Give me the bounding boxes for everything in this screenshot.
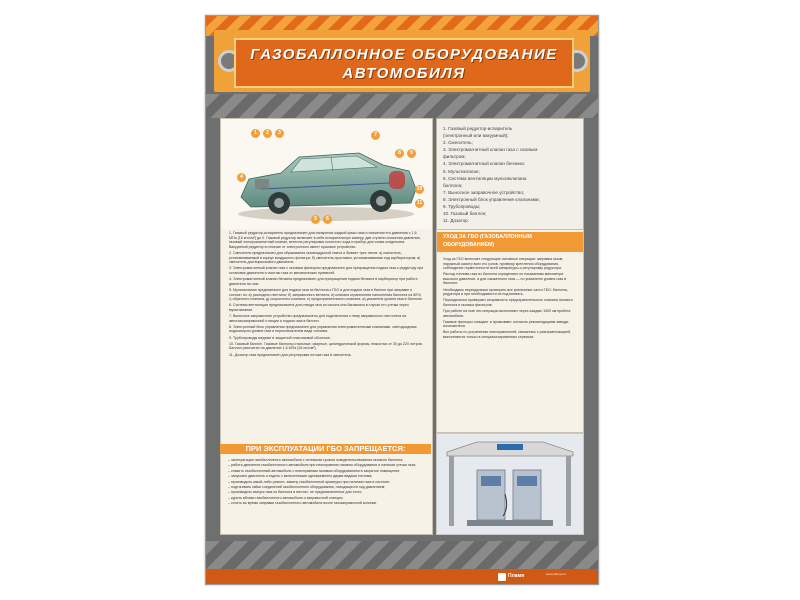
legend-item: 6. Система вентиляции мультиклапана xyxy=(443,175,527,181)
description-paragraph: 6. Система вентиляции предназначена для отвода газа из салона или багажника в случае его утечки через мультиклапан. xyxy=(229,303,409,312)
description-paragraph: 9. Трубопроводы медные в защитной пластиковой оболочке. xyxy=(229,335,331,340)
callout-7: 7 xyxy=(371,131,380,140)
description-paragraph: 1. Газовый редуктор-испаритель предназначен для испарения жидкой фазы газа и снижения его давления с 1,6 МПа (16 кгс/см²) до 0. Газовый редуктор включает в себя испарительную камеру, две ступени снижения давления, газовый электромагнитный клапан, вентиль регулировки холостого хода и прибор для слива конденсата. Вакуумный редуктор в отличие от электронного имеет пусковое устройство. xyxy=(229,231,421,249)
legend-item: (электронный или вакуумный); xyxy=(443,133,509,139)
legend-item: 11. Дозатор. xyxy=(443,218,469,224)
divider-stripes xyxy=(206,94,598,118)
callout-3: 3 xyxy=(275,129,284,138)
title-box xyxy=(234,38,574,88)
maintenance-paragraph: При работе на газе эти операции выполняют через каждые 1500 км пробега автомобиля. xyxy=(443,308,571,318)
description-paragraph: 4. Электромагнитный клапан бензина предназначен для прекращения подачи бензина в карбюратор при работе двигателя на газе. xyxy=(229,277,418,286)
prohibited-item: – стоять во время заправки газобаллонного автомобиля возле газозаправочной колонки. xyxy=(228,501,378,506)
legend-item: 10. Газовый баллон; xyxy=(443,211,487,217)
legend-panel xyxy=(436,118,584,230)
legend-item: 4. Электромагнитный клапан бензина; xyxy=(443,161,525,167)
maintenance-title: УХОД ЗА ГБО (ГАЗОБАЛЛОННЫМ ОБОРУДОВАНИЕМ) xyxy=(443,234,532,248)
brand-name: Пламя xyxy=(508,573,525,579)
description-paragraph: 11. Дозатор газа предназначен для регулировки потока газа в смеситель. xyxy=(229,352,352,357)
prohibited-item: – работа двигателя газобаллонного автомобиля при неисправном газовом оборудовании и наличии утечки газа; xyxy=(228,463,416,468)
callout-2: 2 xyxy=(263,129,272,138)
prohibited-item: – ставить газобаллонный автомобиль с неисправным газовым оборудованием в закрытое помещение; xyxy=(228,468,401,473)
callout-4: 4 xyxy=(237,173,246,182)
prohibited-item: – курить вблизи газобаллонного автомобиля и заправочной станции; xyxy=(228,495,344,500)
legend-item: 5. Мультиклапан; xyxy=(443,168,480,174)
prohibited-item: – производить выпуск газа из баллона в местах, не предназначенных для этого; xyxy=(228,490,363,495)
gas-station-photo xyxy=(436,433,584,535)
maintenance-panel xyxy=(436,229,584,433)
prohibited-item: – производить какой-либо ремонт, замену газобаллонной арматуры при наличии газа в системе; xyxy=(228,479,390,484)
header xyxy=(214,30,590,92)
brand-logo-icon xyxy=(498,573,506,581)
legend-item: 1. Газовый редуктор-испаритель xyxy=(443,126,513,131)
footer-contacts: www.plamya.ru xyxy=(546,572,567,576)
description-paragraph: 5. Мультиклапан предназначен для подачи газа из баллона к ГБО и для подачи газа в баллон при заправке и состоит из: а) расходного вентиля; б) заправочного вентиля; в) клапана ограничения наполнения баллона на 80%; г) обратного клапана; д) скоростного клапана; е) предохранительного клапана; ж) указателя уровня газа в баллоне. xyxy=(229,287,423,302)
prohibited-list xyxy=(228,458,424,507)
description-text xyxy=(229,231,424,359)
maintenance-paragraph: Расход топлива газа из баллона определяют по показаниям манометра высокого давления, а для сжиженного газа — по указателю уровня газа в баллоне. xyxy=(443,272,567,286)
title-line-1: ГАЗОБАЛЛОННОЕ ОБОРУДОВАНИЕ xyxy=(250,46,558,63)
callout-11: 11 xyxy=(416,200,423,206)
callout-5: 5 xyxy=(311,215,320,224)
legend-list xyxy=(443,125,578,224)
prohibited-item: – запускать двигатель и ездить с включенными одновременно двумя видами топлива; xyxy=(228,474,373,479)
description-paragraph: 8. Электронный блок управления предназначен для управления электромагнитными клапанами, светодиодным индикатором уровня газа и переключателем вида топлива. xyxy=(229,324,417,334)
legend-item: фильтром; xyxy=(443,154,466,160)
maintenance-text xyxy=(443,257,577,341)
legend-item: 8. Электронный блок управления клапанами; xyxy=(443,196,540,202)
prohibited-item: – эксплуатация газобаллонного автомобиля с истекшим сроком освидетельствования газового баллона; xyxy=(228,458,404,462)
description-paragraph: 7. Выносное заправочное устройство предназначено для подключения к нему заправочного пистолета на автогазозаправочной станции и подачи газа в баллон. xyxy=(229,314,407,323)
maintenance-paragraph: Газовые фильтры очищают и промывают согласно рекомендациям завода-изготовителя. xyxy=(443,319,570,329)
callout-8: 8 xyxy=(395,149,404,158)
poster xyxy=(205,15,599,585)
description-paragraph: 2. Смеситель предназначен для образования газовоздушной смеси и бывает трех типов: а) смеситель, устанавливаемый в корпус воздушного фильтра; б) смеситель-проставка, устанавливаемая под карбюратором; в) смеситель для впрыскового двигателя. xyxy=(229,250,421,265)
callout-1: 1 xyxy=(251,129,260,138)
prohibited-item: – подтягивать гайки соединений газобаллонного оборудования, находящихся под давлением; xyxy=(228,485,386,490)
legend-item: 9. Трубопроводы; xyxy=(443,204,481,210)
legend-item: 7. Выносное заправочное устройство; xyxy=(443,189,525,195)
callout-9: 9 xyxy=(407,149,416,158)
bottom-stripes xyxy=(206,541,598,569)
maintenance-paragraph: Все работы по устранению неисправностей, связанных с разгерметизацией, выполняются только в специализированных сервисах. xyxy=(443,330,572,339)
maintenance-paragraph: Необходимо периодически проверять все крепежные части ГБО: баллона, редуктора и при необходимости их подтягивать. xyxy=(443,287,568,297)
maintenance-title-band xyxy=(437,232,583,252)
maintenance-paragraph: Периодически проверяют исправность предохранительного клапана газового баллона и газовых фильтров. xyxy=(443,298,573,307)
description-paragraph: 10. Газовый баллон. Газовые баллоны стальные, сварные, цилиндрической формы, емкостью от 30 до 220 литров. Баллон рассчитан на давление 1,6 МПа (16 кгс/см²). xyxy=(229,341,423,351)
legend-item: 2. Смеситель; xyxy=(443,140,473,146)
prohibited-title-band xyxy=(220,444,431,454)
legend-item: баллона; xyxy=(443,182,463,188)
callout-10: 10 xyxy=(416,186,423,192)
legend-item: 3. Электромагнитный клапан газа с газовым xyxy=(443,147,538,153)
car-illustration xyxy=(221,119,432,229)
maintenance-paragraph: Уход за ГБО включает следующие основные операции: заправка газом, наружный осмотр всех его узлов, проверку крепления оборудования, соблюдение герметичности всей аппаратуры и регулировку редуктора. xyxy=(443,257,564,271)
gas-station-image xyxy=(437,434,583,534)
description-paragraph: 3. Электромагнитный клапан газа с газовым фильтром предназначен для прекращения подачи газа к редуктору при остановке двигателя и очистки газа от механических примесей. xyxy=(229,266,424,275)
callout-6: 6 xyxy=(323,215,332,224)
footer xyxy=(206,569,598,584)
title-line-2: АВТОМОБИЛЯ xyxy=(342,65,466,82)
prohibited-title: ПРИ ЭКСПЛУАТАЦИИ ГБО ЗАПРЕЩАЕТСЯ: xyxy=(245,444,406,453)
